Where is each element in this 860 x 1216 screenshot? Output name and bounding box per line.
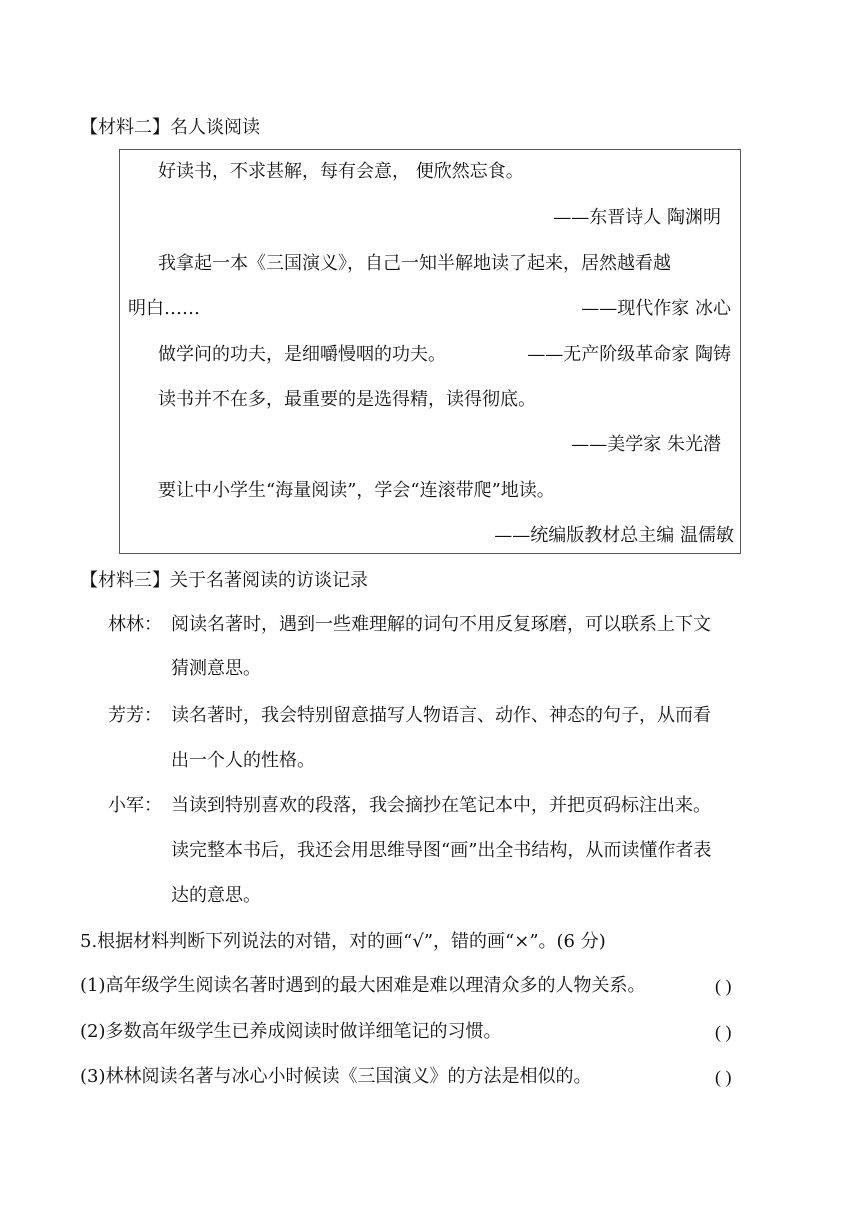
question-prompt: 5.根据材料判断下列说法的对错，对的画“√”，错的画“×”。(6 分) (80, 931, 606, 952)
interview-speaker: 小军： (108, 795, 162, 816)
quote-text: 好读书，不求甚解，每有会意， 便欣然忘食。 (158, 161, 524, 182)
quote-text: 做学问的功夫，是细嚼慢咽的功夫。 (158, 344, 446, 365)
interview-line: 当读到特别喜欢的段落，我会摘抄在笔记本中，并把页码标注出来。 (171, 795, 711, 816)
quote-text: 读书并不在多，最重要的是选得精，读得彻底。 (158, 389, 536, 410)
quote-text: 要让中小学生“海量阅读”，学会“连滚带爬”地读。 (158, 480, 555, 501)
question-item: (3)林林阅读名著与冰心小时候读《三国演义》的方法是相似的。 (80, 1066, 592, 1087)
interview-line: 读名著时，我会特别留意描写人物语言、动作、神态的句子，从而看 (171, 705, 711, 726)
answer-blank[interactable]: ( ) (715, 976, 732, 996)
quote-attribution: ——无产阶级革命家 陶铸 (527, 344, 731, 365)
interview-speaker: 林林： (108, 614, 162, 635)
interview-speaker: 芳芳： (108, 705, 162, 726)
interview-line: 猜测意思。 (171, 658, 261, 679)
quote-attribution: ——统编版教材总主编 温儒敏 (494, 525, 734, 546)
interview-line: 读完整本书后，我还会用思维导图“画”出全书结构，从而读懂作者表 (171, 840, 712, 861)
quote-text-continued: 明白…… (128, 298, 200, 319)
quote-text: 我拿起一本《三国演义》，自己一知半解地读了起来，居然越看越 (158, 253, 671, 274)
material3-heading: 【材料三】关于名著阅读的访谈记录 (80, 570, 368, 591)
interview-line: 出一个人的性格。 (171, 750, 315, 771)
quote-attribution: ——美学家 朱光潜 (571, 434, 721, 455)
answer-blank[interactable]: ( ) (715, 1067, 732, 1087)
material2-heading: 【材料二】名人谈阅读 (80, 117, 260, 138)
question-item: (1)高年级学生阅读名著时遇到的最大困难是难以理清众多的人物关系。 (80, 975, 646, 996)
quote-attribution: ——现代作家 冰心 (581, 298, 731, 319)
answer-blank[interactable]: ( ) (715, 1022, 732, 1042)
quote-attribution: ——东晋诗人 陶渊明 (553, 207, 721, 228)
interview-line: 达的意思。 (171, 885, 261, 906)
question-item: (2)多数高年级学生已养成阅读时做详细笔记的习惯。 (80, 1021, 502, 1042)
interview-line: 阅读名著时，遇到一些难理解的词句不用反复琢磨，可以联系上下文 (171, 614, 711, 635)
